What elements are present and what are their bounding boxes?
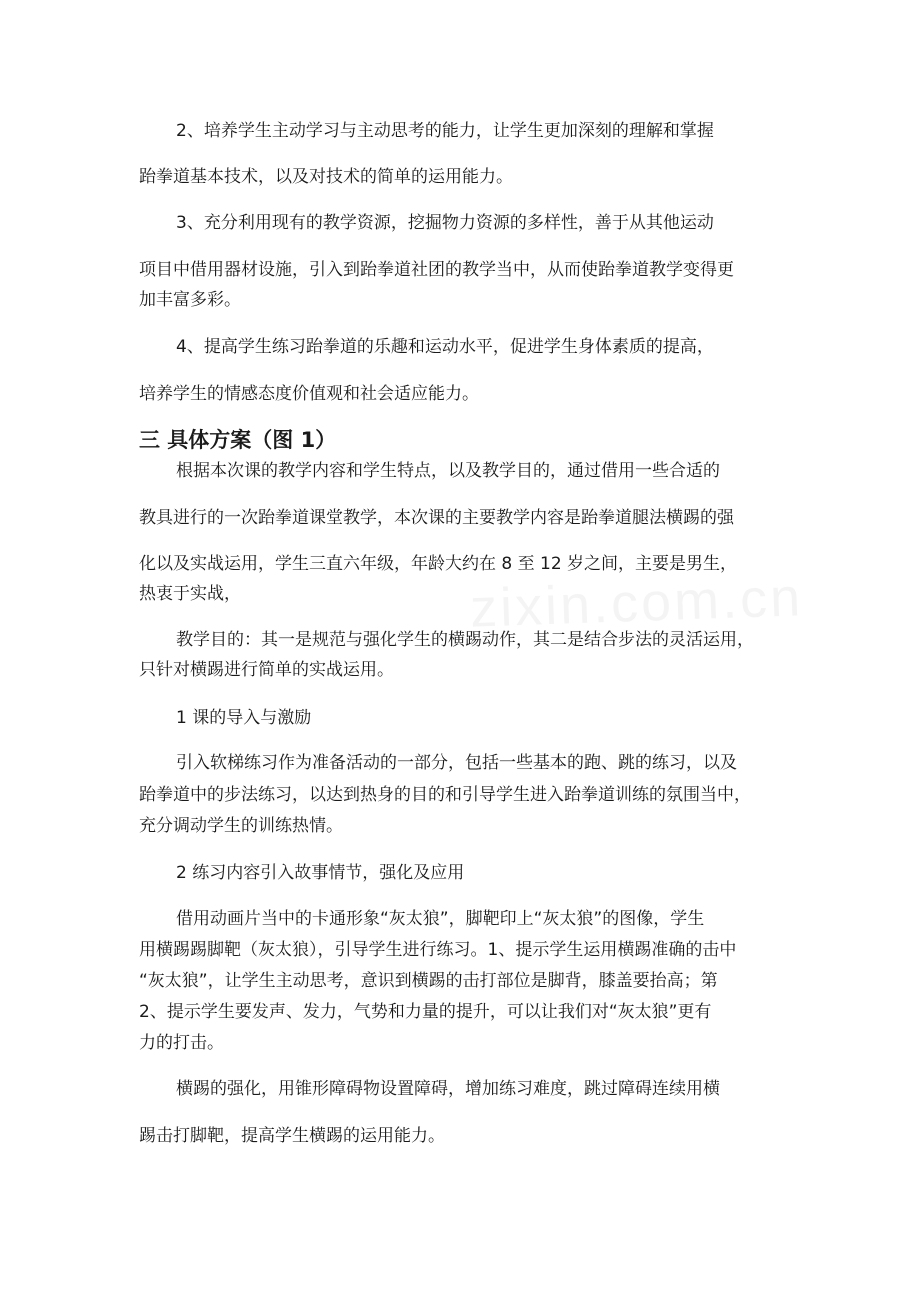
paragraph-line: 培养学生的情感态度价值观和社会适应能力。 [139, 384, 479, 404]
paragraph-line: 引入软梯练习作为准备活动的一部分，包括一些基本的跑、跳的练习，以及 [176, 753, 737, 773]
paragraph-line: “灰太狼”，让学生主动思考，意识到横踢的击打部位是脚背，膝盖要抬高；第 [139, 971, 718, 991]
section-heading: 三 具体方案（图 1） [139, 428, 337, 452]
paragraph-line: 根据本次课的教学内容和学生特点，以及教学目的，通过借用一些合适的 [176, 461, 720, 481]
subsection-title: 2 练习内容引入故事情节，强化及应用 [176, 863, 465, 883]
paragraph-line: 3、充分利用现有的教学资源，挖掘物力资源的多样性，善于从其他运动 [176, 213, 714, 233]
paragraph-line: 借用动画片当中的卡通形象“灰太狼”，脚靶印上“灰太狼”的图像，学生 [176, 909, 705, 929]
paragraph-line: 横踢的强化，用锥形障碍物设置障碍，增加练习难度，跳过障碍连续用横 [176, 1079, 720, 1099]
paragraph-line: 教学目的：其一是规范与强化学生的横踢动作，其二是结合步法的灵活运用， [176, 630, 754, 650]
paragraph-line: 跆拳道中的步法练习，以达到热身的目的和引导学生进入跆拳道训练的氛围当中， [139, 785, 751, 805]
paragraph-line: 2、提示学生要发声、发力，气势和力量的提升，可以让我们对“灰太狼”更有 [139, 1002, 712, 1022]
subsection-title: 1 课的导入与激励 [176, 708, 312, 728]
paragraph-line: 热衷于实战， [139, 584, 241, 604]
paragraph-line: 跆拳道基本技术，以及对技术的简单的运用能力。 [139, 167, 513, 187]
paragraph-line: 4、提高学生练习跆拳道的乐趣和运动水平，促进学生身体素质的提高， [176, 337, 714, 357]
paragraph-line: 化以及实战运用，学生三直六年级，年龄大约在 8 至 12 岁之间，主要是男生， [139, 554, 738, 574]
paragraph-line: 力的打击。 [139, 1033, 224, 1053]
paragraph-line: 加丰富多彩。 [139, 290, 241, 310]
paragraph-line: 项目中借用器材设施，引入到跆拳道社团的教学当中，从而使跆拳道教学变得更 [139, 260, 734, 280]
paragraph-line: 教具进行的一次跆拳道课堂教学，本次课的主要教学内容是跆拳道腿法横踢的强 [139, 508, 734, 528]
paragraph-line: 只针对横踢进行简单的实战运用。 [139, 660, 394, 680]
paragraph-line: 充分调动学生的训练热情。 [139, 816, 343, 836]
paragraph-line: 踢击打脚靶，提高学生横踢的运用能力。 [139, 1126, 445, 1146]
paragraph-line: 用横踢踢脚靶（灰太狼），引导学生进行练习。1、提示学生运用横踢准确的击中 [139, 940, 737, 960]
paragraph-line: 2、培养学生主动学习与主动思考的能力，让学生更加深刻的理解和掌握 [176, 121, 714, 141]
